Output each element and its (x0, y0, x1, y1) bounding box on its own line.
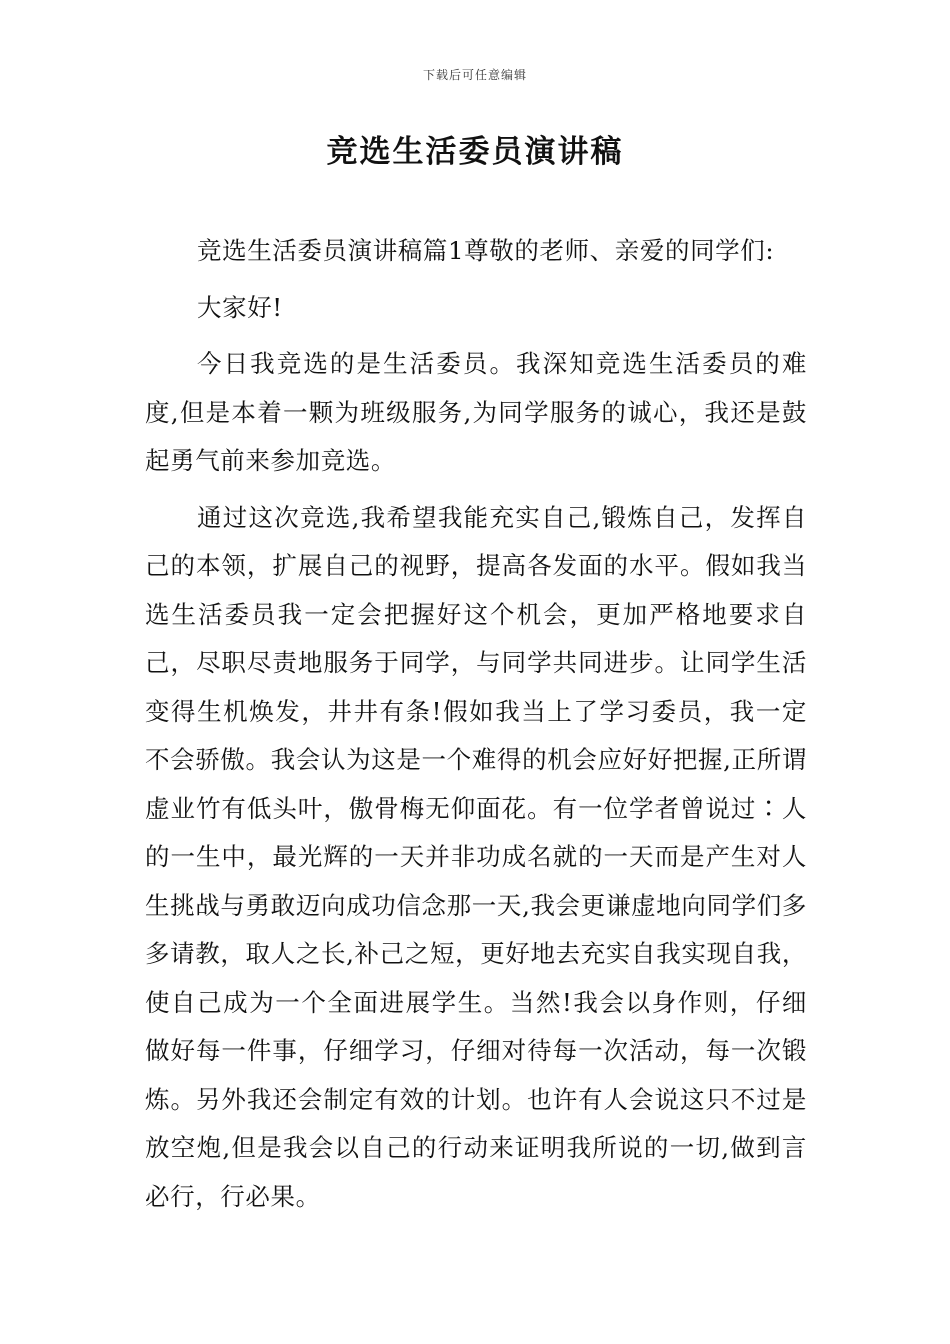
page-title: 竞选生活委员演讲稿 (326, 134, 624, 170)
header-note: 下载后可任意编辑 (422, 68, 527, 82)
document-body (145, 227, 807, 1221)
paragraph-intro: 今日我竞选的是生活委员。我深知竞选生活委员的难度,但是本着一颗为班级服务,为同学服务的诚心，我还是鼓起勇气前来参加竞选。 (145, 349, 807, 475)
paragraph-greeting: 大家好! (197, 292, 283, 322)
paragraph-main: 通过这次竞选,我希望我能充实自己,锻炼自己，发挥自己的本领，扩展自己的视野，提高各发面的水平。假如我当选生活委员我一定会把握好这个机会，更加严格地要求自己，尽职尽责地服务于同学，与同学共同进步。让同学生活变得生机焕发，井井有条!假如我当上了学习委员，我一定不会骄傲。我会认为这是一个难得的机会应好好把握,正所谓虚业竹有低头叶，傲骨梅无仰面花。有一位学者曾说过∶人的一生中，最光辉的一天并非功成名就的一天而是产生对人生挑战与勇敢迈向成功信念那一天,我会更谦虚地向同学们多多请教，取人之长,补己之短，更好地去充实自我实现自我，使自己成为一个全面进展学生。当然!我会以身作则，仔细做好每一件事，仔细学习，仔细对待每一次活动，每一次锻炼。另外我还会制定有效的计划。也许有人会说这只不过是放空炮,但是我会以自己的行动来证明我所说的一切,做到言必行，行必果。 (145, 502, 807, 1211)
paragraph-salutation: 竞选生活委员演讲稿篇1尊敬的老师、亲爱的同学们: (197, 236, 775, 265)
